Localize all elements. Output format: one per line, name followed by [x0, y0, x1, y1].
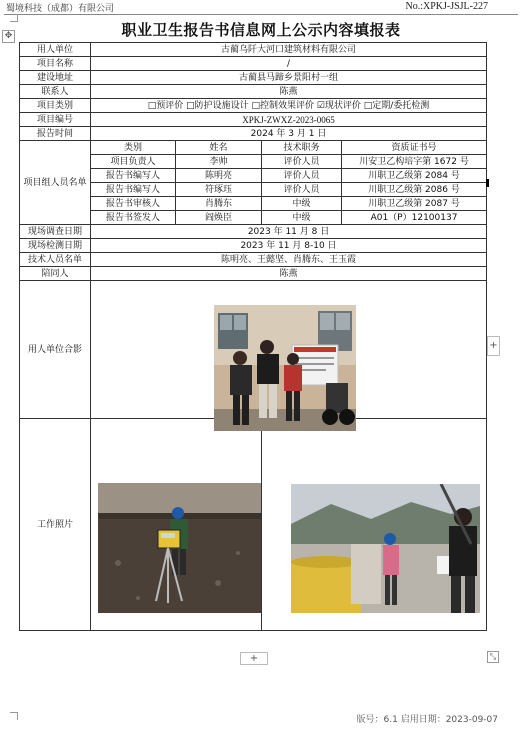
table-move-handle-icon[interactable]: ✥: [2, 30, 15, 43]
table-row: [20, 197, 487, 211]
text-cursor: [486, 179, 489, 187]
members-header-category: 类别: [91, 141, 176, 155]
member-cert: 川安卫乙构培字第 1672 号: [342, 155, 487, 169]
member-role: 项目负责人: [91, 155, 176, 169]
address-value: 古蔺县马蹄乡景阳村一组: [91, 71, 487, 85]
project-name-value: /: [91, 57, 487, 71]
page-header-doc-number: No.:XPKJ-JSJL-227: [405, 1, 488, 12]
report-time-value: 2024 年 3 月 1 日: [91, 127, 487, 141]
contact-value: 陈燕: [91, 85, 487, 99]
address-label: 建设地址: [20, 71, 91, 85]
member-title: 评价人员: [262, 183, 342, 197]
work-photos-label: 工作照片: [20, 419, 91, 631]
corner-mark-bottom-left: [10, 712, 18, 720]
table-row: [20, 169, 487, 183]
employer-value: 古蔺乌阡大河口建筑材料有限公司: [91, 43, 487, 57]
escort-label: 陪同人: [20, 267, 91, 281]
survey-date-label: 现场调查日期: [20, 225, 91, 239]
member-title: 评价人员: [262, 169, 342, 183]
row-insert-plus-icon[interactable]: +: [487, 336, 500, 356]
member-name: 符琢珏: [176, 183, 262, 197]
member-role: 报告书编写人: [91, 183, 176, 197]
table-row: [20, 155, 487, 169]
category-value[interactable]: □预评价 □防护设施设计 □控制效果评价 ☑现状评价 □定期/委托检测: [91, 99, 487, 113]
page-header-company: 蜀境科技（成都）有限公司: [6, 4, 115, 14]
table-row: [20, 183, 487, 197]
members-label: 项目组人员名单: [20, 141, 91, 225]
member-name: 阎焕臣: [176, 211, 262, 225]
employer-label: 用人单位: [20, 43, 91, 57]
member-role: 报告书编写人: [91, 169, 176, 183]
work-photo-2-image: [291, 484, 480, 613]
member-title: 中级: [262, 211, 342, 225]
project-no-value: XPKJ-ZWXZ-2023-0065: [91, 113, 487, 127]
member-cert: 川职卫乙级第 2084 号: [342, 169, 487, 183]
technicians-value: 陈明亮、王懿坚、肖腾东、王玉霞: [91, 253, 487, 267]
footer-version: 版号：6.1 启用日期：2023-09-07: [356, 715, 498, 725]
member-name: 李帅: [176, 155, 262, 169]
member-name: 陈明亮: [176, 169, 262, 183]
contact-label: 联系人: [20, 85, 91, 99]
members-header-cert: 资质证书号: [342, 141, 487, 155]
header-divider: [4, 14, 518, 15]
member-cert: 川职卫乙级第 2086 号: [342, 183, 487, 197]
member-title: 评价人员: [262, 155, 342, 169]
column-insert-plus-icon[interactable]: +: [240, 652, 268, 665]
survey-date-value: 2023 年 11 月 8 日: [91, 225, 487, 239]
escort-value: 陈燕: [91, 267, 487, 281]
project-no-label: 项目编号: [20, 113, 91, 127]
technicians-label: 技术人员名单: [20, 253, 91, 267]
test-date-value: 2023 年 11 月 8-10 日: [91, 239, 487, 253]
project-name-label: 项目名称: [20, 57, 91, 71]
member-role: 报告书签发人: [91, 211, 176, 225]
member-title: 中级: [262, 197, 342, 211]
report-time-label: 报告时间: [20, 127, 91, 141]
document-title: 职业卫生报告书信息网上公示内容填报表: [121, 21, 401, 39]
corner-mark-top-left: [10, 14, 18, 22]
test-date-label: 现场检测日期: [20, 239, 91, 253]
table-row: [20, 211, 487, 225]
member-name: 肖腾东: [176, 197, 262, 211]
member-cert: 川职卫乙级第 2087 号: [342, 197, 487, 211]
members-header-title: 技术职务: [262, 141, 342, 155]
category-label: 项目类别: [20, 99, 91, 113]
work-photo-1-image: [98, 483, 261, 613]
member-cert: A01（P）12100137: [342, 211, 487, 225]
member-role: 报告书审核人: [91, 197, 176, 211]
group-photo-label: 用人单位合影: [20, 281, 91, 419]
group-photo-image: [214, 305, 356, 431]
table-resize-icon[interactable]: ⤡: [487, 651, 499, 663]
members-header-name: 姓名: [176, 141, 262, 155]
